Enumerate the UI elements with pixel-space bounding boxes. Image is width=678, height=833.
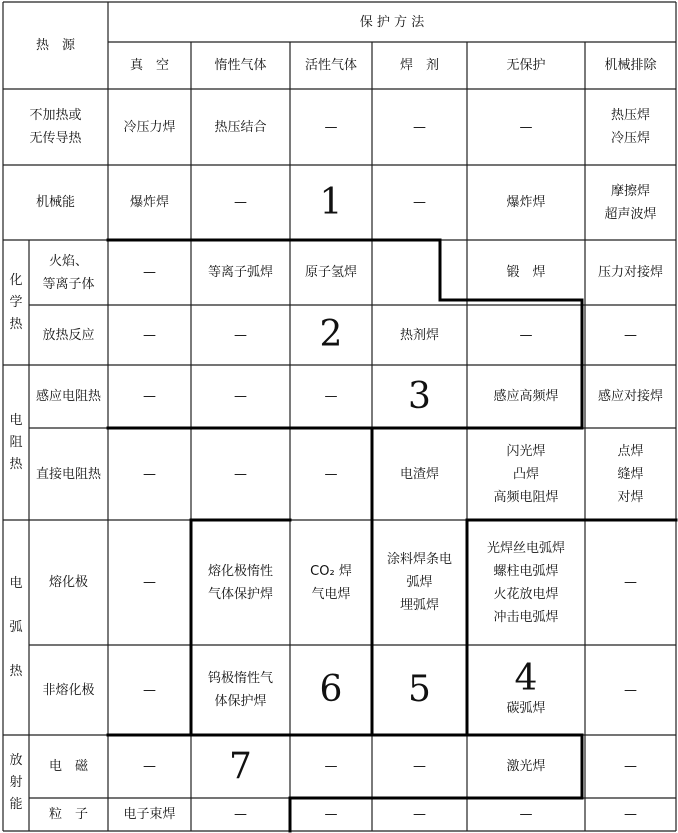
table-cell-mechanical-removal: 热压焊 冷压焊 bbox=[610, 108, 650, 146]
table-cell-active-gas: CO₂ 焊 气电焊 bbox=[310, 563, 352, 602]
table-cell-vacuum: — bbox=[143, 575, 156, 590]
table-cell-vacuum: 电子束焊 bbox=[123, 807, 176, 822]
table-cell-inert-gas: 等离子弧焊 bbox=[207, 265, 273, 280]
table-cell-active-gas: 6 bbox=[319, 669, 343, 710]
table-cell-no-protection: — bbox=[519, 807, 533, 822]
table-cell-mechanical-removal: — bbox=[624, 575, 637, 590]
table-cell-no-protection: 光焊丝电弧焊 螺柱电弧焊 火花放电焊 冲击电弧焊 bbox=[486, 540, 565, 625]
table-cell-no-protection: — bbox=[519, 119, 533, 135]
table-cell-active-gas: 原子氢焊 bbox=[304, 265, 357, 280]
row-label: 感应电阻热 bbox=[35, 389, 101, 404]
table-cell-vacuum: 爆炸焊 bbox=[129, 195, 169, 210]
table-cell-no-protection bbox=[467, 645, 585, 735]
table-cell-inert-gas: 7 bbox=[229, 745, 252, 787]
table-cell-vacuum: — bbox=[143, 327, 156, 343]
table-cell-inert-gas: — bbox=[234, 195, 247, 210]
table-cell-no-protection: 感应高频焊 bbox=[493, 389, 559, 404]
table-cell-no-protection: — bbox=[519, 327, 533, 343]
table-cell-inert-gas: — bbox=[234, 807, 247, 822]
cell-text: 碳弧焊 bbox=[506, 700, 546, 716]
row-label: 熔化极 bbox=[48, 575, 88, 590]
table-cell-vacuum: — bbox=[143, 682, 156, 698]
row-label: 不加热或 无传导热 bbox=[29, 108, 82, 146]
col-header-mechanical-removal: 机械排除 bbox=[604, 58, 657, 73]
table-cell-vacuum: 冷压力焊 bbox=[123, 119, 176, 135]
row-label: 直接电阻热 bbox=[35, 466, 101, 482]
table-cell-flux: 5 bbox=[408, 669, 431, 710]
table-cell-inert-gas: 钨极惰性气 体保护焊 bbox=[207, 671, 273, 709]
table-cell-active-gas: — bbox=[324, 807, 338, 822]
header-protection-method: 保 护 方 法 bbox=[359, 14, 425, 30]
col-header-flux: 焊 剂 bbox=[399, 58, 439, 73]
col-header-no-protection: 无保护 bbox=[506, 58, 546, 73]
col-header-vacuum: 真 空 bbox=[129, 58, 169, 73]
col-header-active-gas: 活性气体 bbox=[304, 58, 357, 73]
table-cell-active-gas: 1 bbox=[319, 181, 343, 223]
table-cell-no-protection: 锻 焊 bbox=[506, 265, 546, 280]
table-cell-active-gas: — bbox=[324, 759, 338, 774]
group-label-arc-heat: 电 弧 热 bbox=[9, 575, 23, 679]
table-cell-mechanical-removal: 压力对接焊 bbox=[597, 265, 663, 280]
table-cell-vacuum: — bbox=[143, 389, 156, 404]
table-cell-inert-gas: — bbox=[234, 389, 247, 404]
table-cell-flux: 3 bbox=[408, 375, 431, 417]
group-label-resistance-heat: 电 阻 热 bbox=[9, 412, 23, 472]
table-cell-vacuum: — bbox=[143, 759, 156, 774]
table-cell-flux: — bbox=[413, 195, 426, 210]
table-cell-flux: — bbox=[413, 759, 426, 774]
table-cell-mechanical-removal: — bbox=[624, 327, 637, 343]
table-cell-no-protection: 激光焊 bbox=[506, 759, 546, 774]
table-cell-inert-gas: — bbox=[234, 327, 247, 343]
table-cell-mechanical-removal: 点焊 缝焊 对焊 bbox=[617, 443, 644, 505]
table-cell-active-gas: — bbox=[324, 466, 338, 482]
table-cell-inert-gas: — bbox=[234, 466, 247, 482]
group-label-radiation-energy: 放 射 能 bbox=[9, 753, 23, 812]
table-cell-flux: — bbox=[413, 807, 426, 822]
table-cell-active-gas: 2 bbox=[319, 314, 343, 355]
row-label: 电 磁 bbox=[48, 759, 88, 774]
table-cell-no-protection: 闪光焊 凸焊 高频电阻焊 bbox=[493, 443, 559, 505]
table-cell-active-gas: — bbox=[324, 119, 338, 135]
table-cell-active-gas: — bbox=[324, 389, 338, 404]
table-cell-flux: 热剂焊 bbox=[399, 327, 439, 343]
row-label: 非熔化极 bbox=[42, 682, 95, 698]
table-cell-flux: — bbox=[413, 119, 426, 135]
header-heat-source: 热 源 bbox=[35, 38, 75, 53]
group-label-chemical-heat: 化 学 热 bbox=[9, 272, 23, 332]
table-cell-flux bbox=[372, 240, 467, 305]
table-cell-vacuum: — bbox=[143, 265, 156, 280]
region-number: 4 bbox=[514, 657, 538, 699]
table-cell-mechanical-removal: 感应对接焊 bbox=[597, 389, 663, 404]
table-cell-mechanical-removal: — bbox=[624, 682, 637, 698]
row-label: 机械能 bbox=[35, 195, 75, 210]
row-label: 放热反应 bbox=[42, 327, 95, 343]
table-cell-vacuum: — bbox=[143, 466, 156, 482]
table-cell-mechanical-removal: — bbox=[624, 759, 637, 774]
col-header-inert-gas: 惰性气体 bbox=[214, 58, 267, 73]
table-cell-inert-gas: 熔化极惰性 气体保护焊 bbox=[207, 563, 273, 602]
table-cell-inert-gas: 热压结合 bbox=[214, 119, 267, 135]
table-cell-no-protection: 爆炸焊 bbox=[506, 195, 546, 210]
table-cell-mechanical-removal: 摩擦焊 超声波焊 bbox=[604, 183, 657, 222]
row-label: 火焰、 等离子体 bbox=[42, 253, 95, 292]
table-cell-mechanical-removal: — bbox=[624, 807, 637, 822]
table-cell-flux: 电渣焊 bbox=[399, 466, 439, 482]
row-label: 粒 子 bbox=[48, 807, 88, 822]
table-cell-flux: 涂料焊条电 弧焊 埋弧焊 bbox=[386, 552, 452, 613]
